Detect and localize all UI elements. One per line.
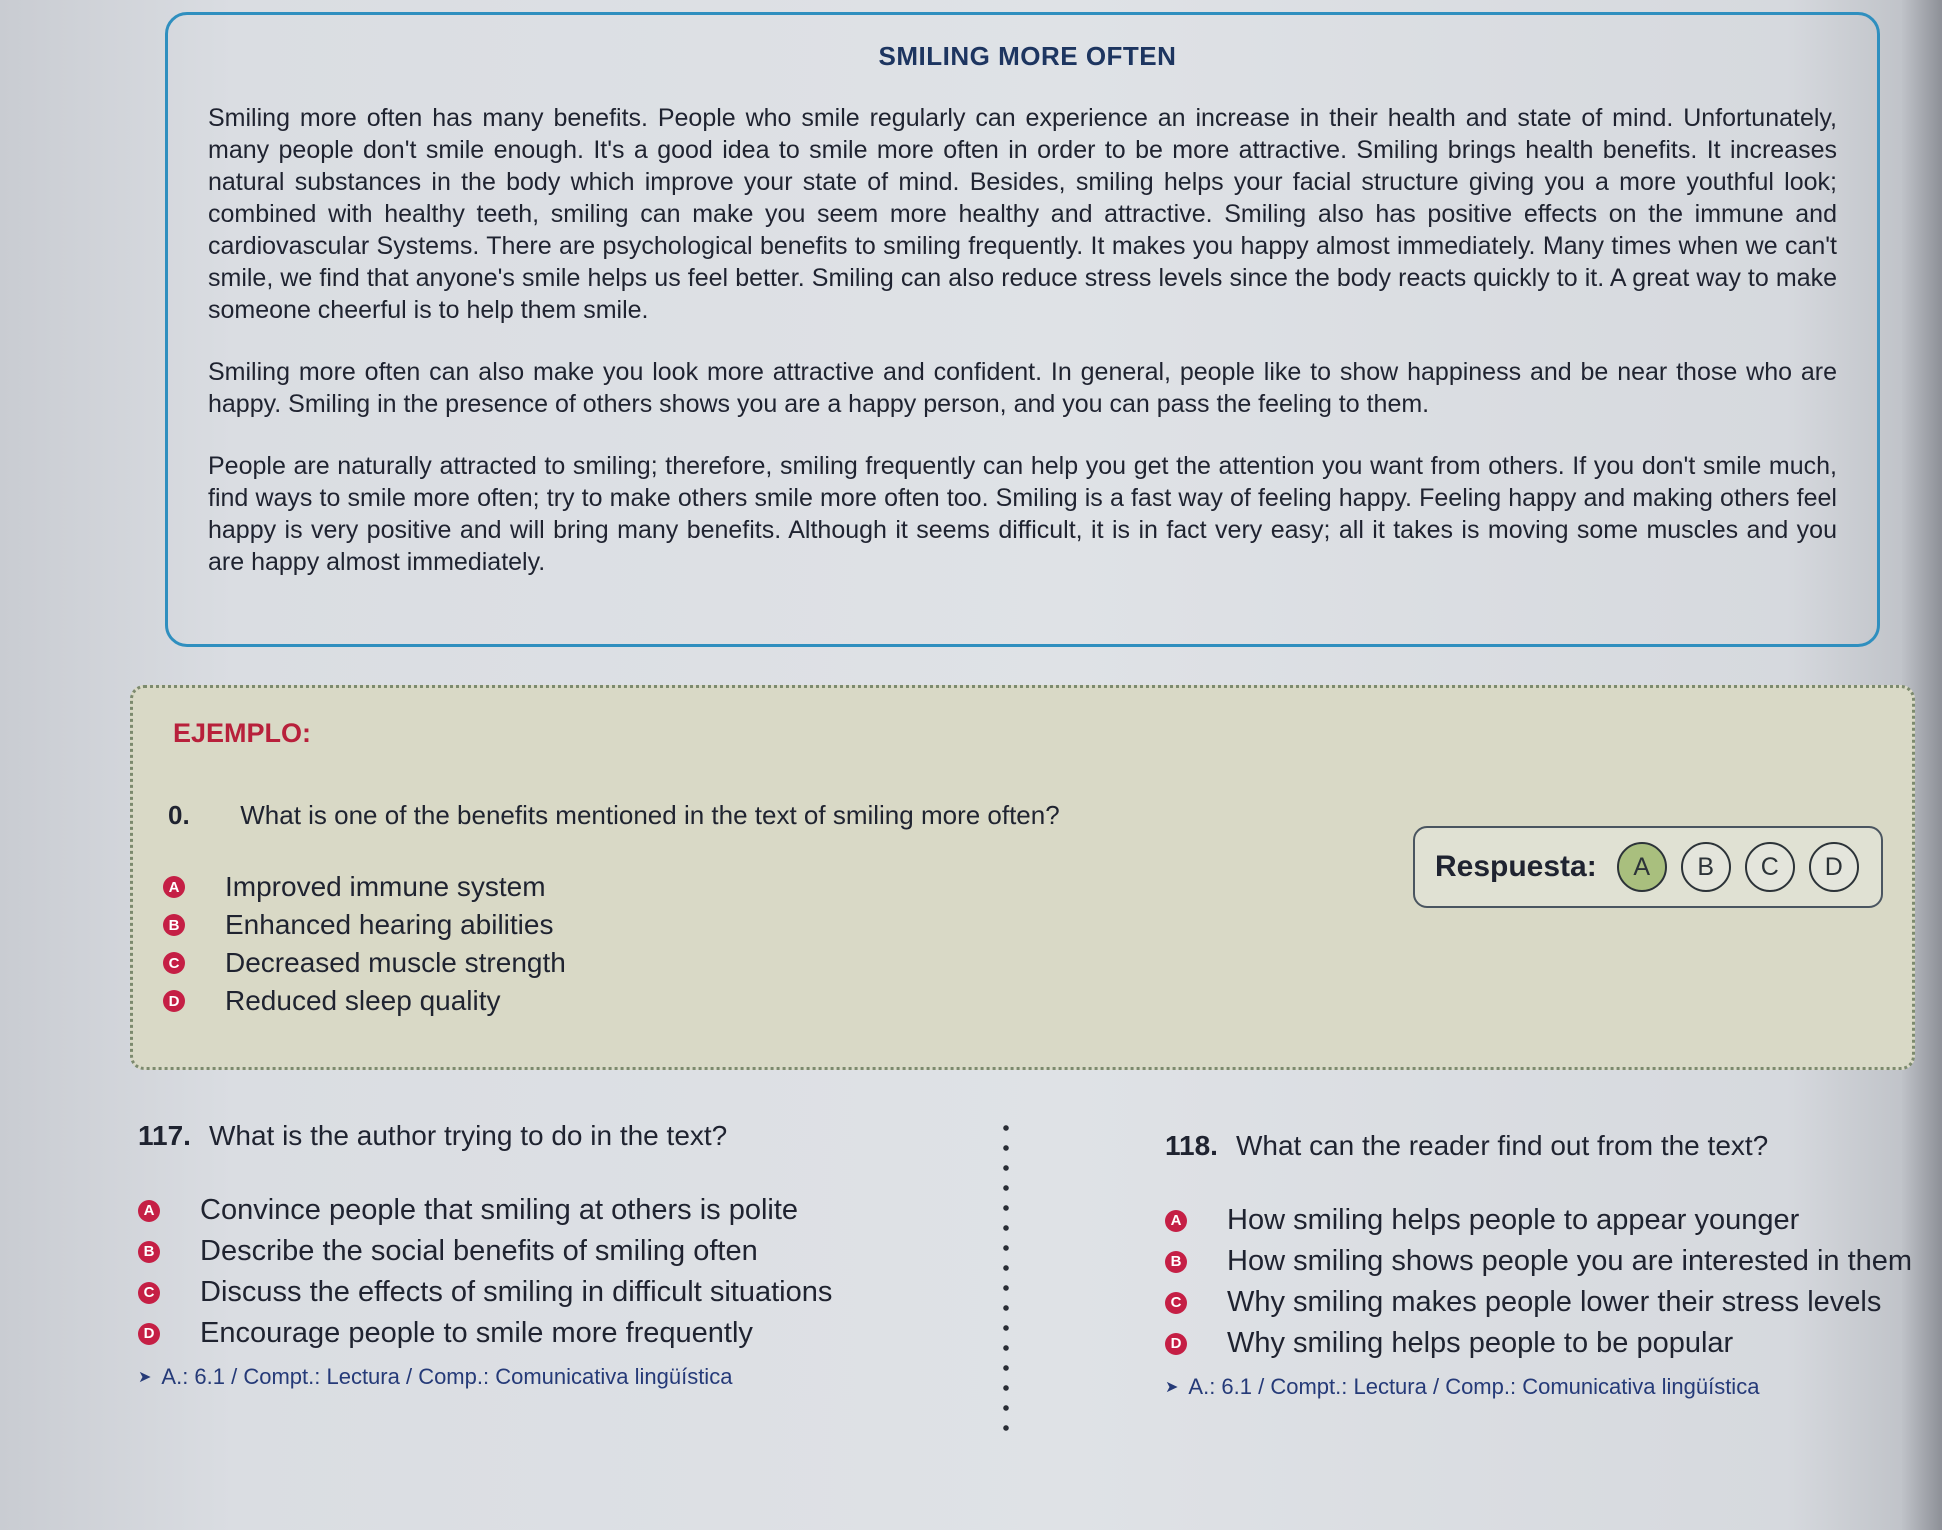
reading-passage-box xyxy=(165,12,1880,647)
question-117-options xyxy=(138,1190,832,1354)
option-text: How smiling shows people you are interested in them xyxy=(1227,1245,1913,1277)
example-question-text: What is one of the benefits mentioned in the text of smiling more often? xyxy=(240,800,1060,830)
option-text: Encourage people to smile more frequently xyxy=(200,1317,753,1349)
question-118-option-b[interactable] xyxy=(1165,1241,1912,1282)
question-text: What is the author trying to do in the text? xyxy=(208,1120,728,1151)
answer-choice-a-selected[interactable]: A xyxy=(1617,842,1667,892)
example-option-c[interactable] xyxy=(163,944,566,982)
question-117 xyxy=(138,1120,832,1390)
question-number: 117. xyxy=(138,1120,191,1151)
option-letter-badge: B xyxy=(1165,1251,1187,1273)
option-text: Convince people that smiling at others is polite xyxy=(200,1194,799,1226)
competence-text: A.: 6.1 / Compt.: Lectura / Comp.: Comunicativa lingüística xyxy=(161,1364,733,1389)
question-117-option-c[interactable] xyxy=(138,1272,832,1313)
question-118-prompt xyxy=(1165,1130,1912,1162)
example-option-a[interactable] xyxy=(163,868,566,906)
option-letter-badge: C xyxy=(138,1282,160,1304)
reading-paragraph-2: Smiling more often can also make you look more attractive and confident. In general, people like to show happiness and be near those who are happy. Smiling in the presence of others shows you are a happy person, and you can pass the feeling to them. xyxy=(208,358,1837,418)
example-option-d[interactable] xyxy=(163,982,566,1020)
answer-choice-d[interactable]: D xyxy=(1809,842,1859,892)
answer-choice-c[interactable]: C xyxy=(1745,842,1795,892)
option-text: Why smiling helps people to be popular xyxy=(1227,1327,1734,1359)
arrow-right-icon: ➤ xyxy=(1165,1379,1179,1396)
question-117-option-b[interactable] xyxy=(138,1231,832,1272)
example-question xyxy=(168,800,1060,831)
reading-paragraph-1: Smiling more often has many benefits. People who smile regularly can experience an increase in their health and state of mind. Unfortunately, many people don't smile enough. It's a good idea to smile more often in order to be more attractive. Smiling brings health benefits. It increases natural substances in the body which improve your state of mind. Besides, smiling helps your facial structure giving you a more youthful look; combined with healthy teeth, smiling can make you seem more healthy and attractive. Smiling also has positive effects on the immune and cardiovascular Systems. There are psychological benefits to smiling frequently. It makes you happy almost immediately. Many times when we can't smile, we find that anyone's smile helps us feel better. Smiling can also reduce stress levels since the body reacts quickly to it. A great way to make someone cheerful is to help them smile. xyxy=(208,104,1837,324)
option-letter-badge: D xyxy=(1165,1333,1187,1355)
question-text: What can the reader find out from the text? xyxy=(1235,1130,1769,1161)
answer-choices xyxy=(1617,842,1859,892)
arrow-right-icon: ➤ xyxy=(138,1369,152,1386)
answer-choice-b[interactable]: B xyxy=(1681,842,1731,892)
option-text: Discuss the effects of smiling in difficult situations xyxy=(200,1276,833,1308)
option-text: Reduced sleep quality xyxy=(225,985,501,1016)
option-letter-badge: C xyxy=(1165,1292,1187,1314)
option-text: Why smiling makes people lower their stress levels xyxy=(1227,1286,1882,1318)
answer-box xyxy=(1413,826,1883,908)
option-letter-badge: B xyxy=(138,1241,160,1263)
reading-title: SMILING MORE OFTEN xyxy=(878,41,1177,71)
question-117-option-d[interactable] xyxy=(138,1313,832,1354)
option-text: How smiling helps people to appear younger xyxy=(1227,1204,1800,1236)
option-text: Improved immune system xyxy=(225,871,546,902)
example-option-b[interactable] xyxy=(163,906,566,944)
answer-label: Respuesta: xyxy=(1435,850,1597,883)
option-letter-badge: A xyxy=(163,876,185,898)
option-letter-badge: A xyxy=(1165,1210,1187,1232)
competence-text: A.: 6.1 / Compt.: Lectura / Comp.: Comunicativa lingüística xyxy=(1188,1374,1760,1399)
example-label: EJEMPLO: xyxy=(173,718,312,748)
option-letter-badge: A xyxy=(138,1200,160,1222)
option-letter-badge: D xyxy=(163,990,185,1012)
question-118-options xyxy=(1165,1200,1912,1364)
column-divider xyxy=(1003,1118,1009,1438)
option-text: Describe the social benefits of smiling often xyxy=(200,1235,758,1267)
example-question-number: 0. xyxy=(168,800,190,830)
question-117-option-a[interactable] xyxy=(138,1190,832,1231)
example-box xyxy=(130,685,1915,1070)
reading-paragraph-3: People are naturally attracted to smiling; therefore, smiling frequently can help you get the attention you want from others. If you don't smile much, find ways to smile more often; try to make others smile more often too. Smiling is a fast way of feeling happy. Feeling happy and making others feel happy is very positive and will bring many benefits. Although it seems difficult, it is in fact very easy; all it takes is moving some muscles and you are happy almost immediately. xyxy=(208,452,1837,576)
option-text: Decreased muscle strength xyxy=(225,947,566,978)
example-options xyxy=(163,868,566,1020)
competence-note xyxy=(1165,1374,1912,1400)
option-text: Enhanced hearing abilities xyxy=(225,909,554,940)
option-letter-badge: B xyxy=(163,914,185,936)
option-letter-badge: D xyxy=(138,1323,160,1345)
question-118-option-a[interactable] xyxy=(1165,1200,1912,1241)
competence-note xyxy=(138,1364,832,1390)
question-118 xyxy=(1165,1130,1912,1400)
question-118-option-c[interactable] xyxy=(1165,1282,1912,1323)
question-number: 118. xyxy=(1165,1130,1218,1161)
option-letter-badge: C xyxy=(163,952,185,974)
question-117-prompt xyxy=(138,1120,832,1152)
question-118-option-d[interactable] xyxy=(1165,1323,1912,1364)
